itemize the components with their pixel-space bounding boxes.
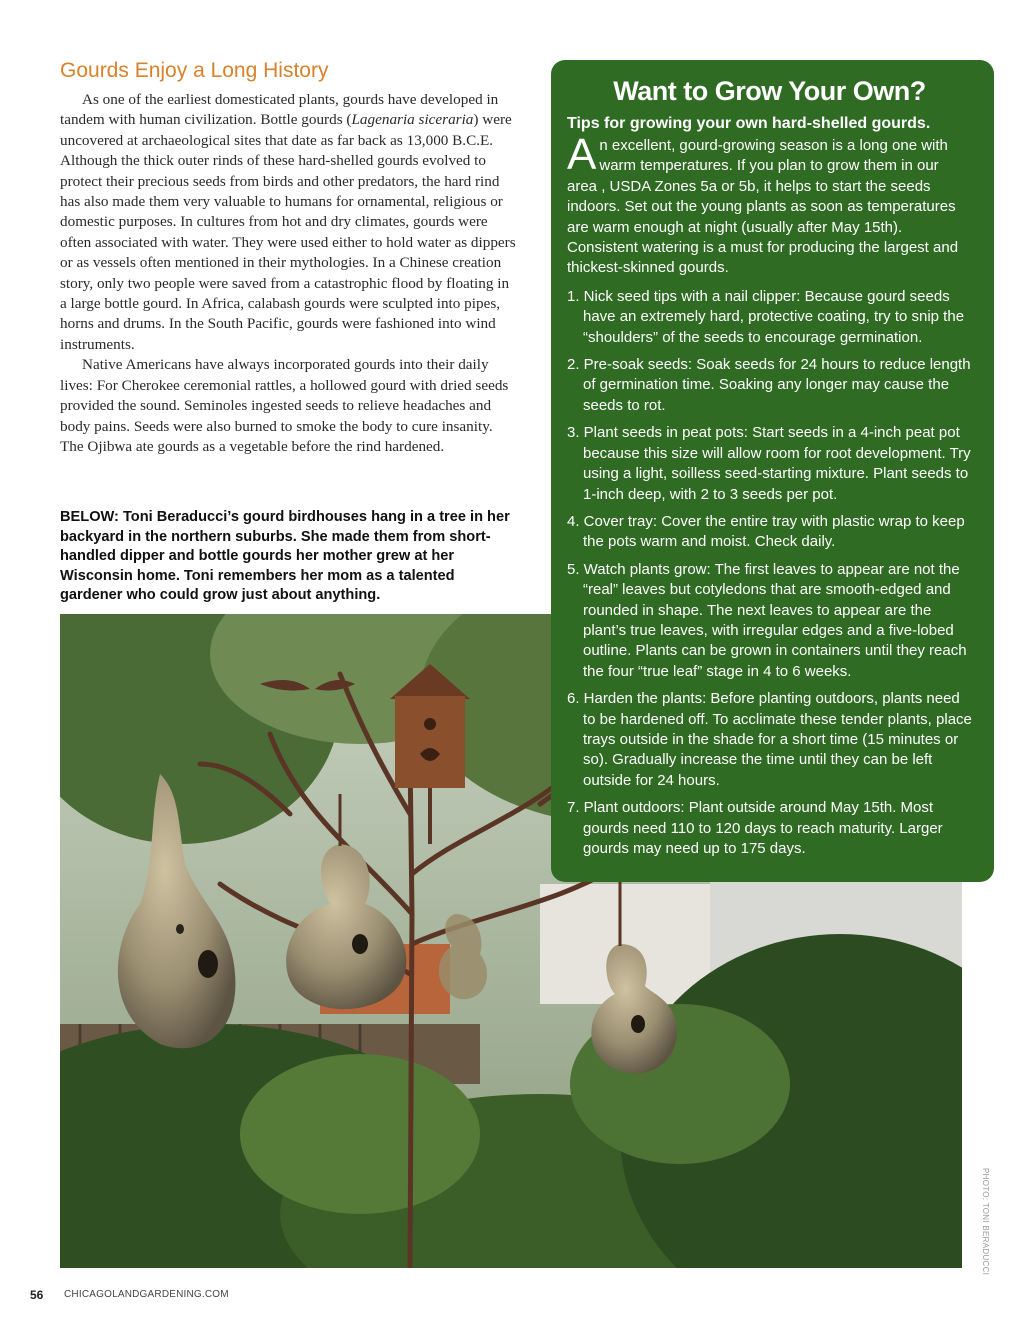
article-column	[60, 58, 518, 457]
sidebar-intro-text: n excellent, gourd-growing season is a long one with warm temperatures. If you plan to grow them in our area , USDA Zones 5a or 5b, it helps to start the seeds indoors. Set out the young plants as soon as temperatures are warm enough at night (usually after May 15th). Consistent watering is a must for producing the largest and thickest-skinned gourds.	[567, 137, 959, 277]
article-title: Gourds Enjoy a Long History	[60, 59, 329, 82]
species-name: Lagenaria siceraria	[351, 111, 474, 129]
tip-item: 4. Cover tray: Cover the entire tray with plastic wrap to keep the pots warm and moist. Check daily.	[567, 512, 965, 551]
drop-cap: A	[567, 130, 597, 179]
tip-item: 1. Nick seed tips with a nail clipper: Because gourd seeds have an extremely hard, protective coating, try to snip the “shoulders” of the seeds to encourage germination.	[567, 287, 965, 346]
photo-credit: PHOTO: TONI BERADUCCI	[981, 1168, 990, 1276]
article-body	[60, 90, 518, 457]
p1-text-b: ) were uncovered at archaeological sites that date as far back as 13,000 B.C.E. Although the thick outer rinds of these hard-shelled gourds evolved to protect their precious seeds from birds and other predators, the hard rind has also made them very valuable to humans for ornamental, religious or domestic purposes. In cultures from hot and dry climates, gourds were often associated with water. They were used either to hold water as dippers or as vessels often mentioned in their mythologies. In a Chinese creation story, only two people were saved from a catastrophic flood by floating in a large bottle gourd. In Africa, calabash gourds were sculpted into pipes, horns and drums. In the South Pacific, gourds were fashioned into wind instruments.	[60, 111, 516, 353]
tip-item: 6. Harden the plants: Before planting outdoors, plants need to be hardened off. To acclimate these tender plants, place trays outside in the shade for a short time (15 minutes or so). Gradually increase the time until they can be left outside for 24 hours.	[567, 690, 972, 789]
sidebar-intro	[567, 130, 972, 279]
growing-tips-list	[567, 287, 972, 860]
sidebar-title: Want to Grow Your Own?	[613, 76, 926, 106]
article-paragraph-2: Native Americans have always incorporated gourds into their daily lives: For Cherokee ceremonial rattles, a hollowed gourd with dried seeds provided the sound. Seminoles ingested seeds to relieve headaches and body pains. Seeds were also burned to smoke the body to cure insanity. The Ojibwa ate gourds as a vegetable before the rind hardened.	[60, 356, 509, 455]
article-paragraph-1	[60, 90, 518, 355]
tip-item: 7. Plant outdoors: Plant outside around May 15th. Most gourds need 110 to 120 days to reach maturity. Larger gourds may need up to 175 days.	[567, 799, 943, 857]
grow-your-own-sidebar	[551, 60, 994, 882]
tip-item: 5. Watch plants grow: The first leaves to appear are not the “real” leaves but cotyledons that are smooth-edged and rounded in shape. The next leaves to appear are the plant’s true leaves, with irregular edges and a five-lobed outline. Plants can be grown in containers until they reach the four “true leaf” stage in 4 to 6 weeks.	[567, 560, 967, 680]
sidebar-subtitle: Tips for growing your own hard-shelled gourds.	[567, 115, 931, 132]
p1-text-a: As one of the earliest domesticated plants, gourds have developed in tandem with human civilization. Bottle gourds (	[60, 91, 499, 129]
photo-caption: BELOW: Toni Beraducci’s gourd birdhouses hang in a tree in her backyard in the northern suburbs. She made them from short-handled dipper and bottle gourds her mother grew at her Wisconsin home. Toni remembers her mom as a talented gardener who could grow just about anything.	[60, 509, 510, 604]
website-footer: CHICAGOLANDGARDENING.COM	[64, 1289, 229, 1300]
tip-item: 3. Plant seeds in peat pots: Start seeds in a 4-inch peat pot because this size will allow room for root development. Try using a light, soilless seed-starting mixture. Plant seeds to 1-inch deep, with 2 to 3 seeds per pot.	[567, 424, 971, 503]
page-number: 56	[30, 1288, 44, 1302]
tip-item: 2. Pre-soak seeds: Soak seeds for 24 hours to reduce length of germination time. Soaking any longer may cause the seeds to rot.	[567, 356, 971, 414]
